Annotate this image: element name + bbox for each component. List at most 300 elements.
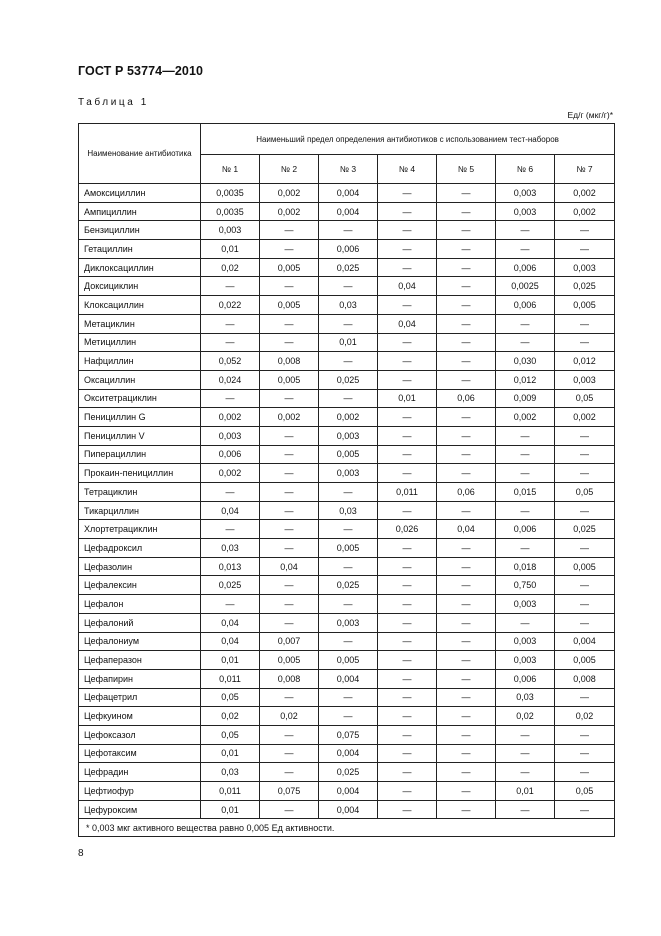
detection-limit-cell: 0,003 xyxy=(496,632,555,651)
detection-limit-cell: 0,02 xyxy=(496,707,555,726)
detection-limit-cell: 0,052 xyxy=(201,352,260,371)
detection-limit-cell: 0,04 xyxy=(260,557,319,576)
detection-limit-cell: 0,003 xyxy=(496,184,555,203)
detection-limit-cell: 0,04 xyxy=(201,501,260,520)
detection-limit-cell: — xyxy=(437,651,496,670)
detection-limit-cell: 0,006 xyxy=(496,520,555,539)
detection-limit-cell: 0,003 xyxy=(496,595,555,614)
detection-limit-cell: — xyxy=(378,464,437,483)
detection-limit-cell: — xyxy=(378,296,437,315)
detection-limit-cell: — xyxy=(378,539,437,558)
detection-limit-cell: — xyxy=(496,613,555,632)
detection-limit-cell: — xyxy=(378,632,437,651)
table-row xyxy=(79,464,615,483)
detection-limit-cell: — xyxy=(260,240,319,259)
detection-limit-cell: — xyxy=(319,557,378,576)
detection-limit-cell: 0,006 xyxy=(496,296,555,315)
table-row xyxy=(79,221,615,240)
detection-limit-cell: 0,003 xyxy=(319,613,378,632)
table-row xyxy=(79,389,615,408)
detection-limit-cell: — xyxy=(319,389,378,408)
detection-limit-cell: 0,02 xyxy=(555,707,615,726)
detection-limit-cell: — xyxy=(437,707,496,726)
antibiotic-name: Пенициллин V xyxy=(79,426,201,445)
table-row xyxy=(79,707,615,726)
detection-limit-cell: — xyxy=(378,240,437,259)
detection-limit-cell: 0,004 xyxy=(319,800,378,819)
detection-limit-cell: — xyxy=(555,688,615,707)
detection-limit-cell: 0,009 xyxy=(496,389,555,408)
detection-limit-cell: — xyxy=(555,725,615,744)
antibiotic-name: Цефазолин xyxy=(79,557,201,576)
detection-limit-cell: — xyxy=(260,576,319,595)
detection-limit-cell: 0,005 xyxy=(555,651,615,670)
table-row xyxy=(79,352,615,371)
detection-limit-cell: 0,003 xyxy=(496,651,555,670)
antibiotic-name: Диклоксациллин xyxy=(79,258,201,277)
column-header-group: Наименьший предел определения антибиотиков с использованием тест-наборов xyxy=(201,124,615,155)
detection-limit-cell: — xyxy=(378,651,437,670)
detection-limit-cell: 0,04 xyxy=(437,520,496,539)
detection-limit-cell: — xyxy=(496,333,555,352)
detection-limit-cell: — xyxy=(555,314,615,333)
detection-limit-cell: 0,04 xyxy=(378,314,437,333)
antibiotic-name: Цефалоний xyxy=(79,613,201,632)
detection-limit-cell: — xyxy=(378,258,437,277)
detection-limit-cell: 0,03 xyxy=(319,296,378,315)
detection-limit-cell: — xyxy=(437,258,496,277)
detection-limit-cell: — xyxy=(496,800,555,819)
detection-limit-cell: 0,002 xyxy=(201,408,260,427)
table-row xyxy=(79,688,615,707)
antibiotic-name: Хлортетрациклин xyxy=(79,520,201,539)
antibiotic-name: Цефуроксим xyxy=(79,800,201,819)
detection-limit-cell: — xyxy=(555,595,615,614)
detection-limit-cell: — xyxy=(437,800,496,819)
antibiotic-name: Цефтиофур xyxy=(79,782,201,801)
detection-limit-cell: 0,002 xyxy=(496,408,555,427)
detection-limit-cell: 0,002 xyxy=(260,408,319,427)
detection-limit-cell: — xyxy=(260,221,319,240)
detection-limit-cell: 0,008 xyxy=(555,669,615,688)
detection-limit-cell: — xyxy=(319,221,378,240)
detection-limit-cell: 0,022 xyxy=(201,296,260,315)
detection-limit-cell: — xyxy=(437,184,496,203)
detection-limit-cell: — xyxy=(496,539,555,558)
detection-limit-cell: — xyxy=(555,445,615,464)
detection-limit-cell: — xyxy=(378,613,437,632)
detection-limit-cell: 0,05 xyxy=(201,688,260,707)
detection-limit-cell: — xyxy=(378,782,437,801)
detection-limit-cell: — xyxy=(555,539,615,558)
detection-limit-cell: — xyxy=(437,725,496,744)
detection-limit-cell: — xyxy=(437,202,496,221)
detection-limit-cell: — xyxy=(319,483,378,502)
detection-limit-cell: 0,004 xyxy=(319,669,378,688)
page-number: 8 xyxy=(78,848,84,859)
antibiotic-name: Пенициллин G xyxy=(79,408,201,427)
detection-limit-cell: 0,006 xyxy=(496,258,555,277)
table-row xyxy=(79,725,615,744)
detection-limit-cell: 0,003 xyxy=(555,370,615,389)
detection-limit-cell: 0,0035 xyxy=(201,202,260,221)
antibiotic-name: Цефоксазол xyxy=(79,725,201,744)
column-header-kit: № 6 xyxy=(496,155,555,184)
antibiotic-name: Пиперациллин xyxy=(79,445,201,464)
detection-limit-cell: — xyxy=(437,240,496,259)
detection-limit-cell: 0,003 xyxy=(319,464,378,483)
detection-limit-cell: 0,004 xyxy=(555,632,615,651)
detection-limit-cell: — xyxy=(378,333,437,352)
detection-limit-cell: 0,025 xyxy=(319,370,378,389)
antibiotic-name: Гетациллин xyxy=(79,240,201,259)
table-row xyxy=(79,370,615,389)
detection-limit-cell: — xyxy=(378,800,437,819)
detection-limit-cell: — xyxy=(378,408,437,427)
table-row xyxy=(79,557,615,576)
detection-limit-cell: 0,01 xyxy=(378,389,437,408)
detection-limit-cell: 0,02 xyxy=(201,707,260,726)
detection-limit-cell: 0,03 xyxy=(201,539,260,558)
detection-limit-cell: — xyxy=(378,221,437,240)
detection-limit-cell: 0,002 xyxy=(555,184,615,203)
antibiotic-name: Метациклин xyxy=(79,314,201,333)
detection-limit-cell: 0,03 xyxy=(319,501,378,520)
antibiotic-name: Цефалексин xyxy=(79,576,201,595)
detection-limit-cell: 0,0035 xyxy=(201,184,260,203)
detection-limit-cell: 0,0025 xyxy=(496,277,555,296)
detection-limit-cell: 0,003 xyxy=(201,426,260,445)
detection-limit-cell: — xyxy=(437,613,496,632)
table-body xyxy=(79,184,615,819)
detection-limit-cell: — xyxy=(437,408,496,427)
detection-limit-cell: — xyxy=(319,595,378,614)
table-row xyxy=(79,800,615,819)
detection-limit-cell: — xyxy=(555,333,615,352)
detection-limit-cell: 0,04 xyxy=(378,277,437,296)
detection-limit-cell: — xyxy=(201,520,260,539)
detection-limit-cell: — xyxy=(437,296,496,315)
detection-limit-cell: — xyxy=(378,501,437,520)
detection-limit-cell: 0,005 xyxy=(555,296,615,315)
table-row xyxy=(79,240,615,259)
detection-limit-cell: 0,003 xyxy=(496,202,555,221)
units-label: Ед/г (мкг/г)* xyxy=(567,110,613,120)
detection-limit-cell: — xyxy=(496,314,555,333)
column-header-kit: № 5 xyxy=(437,155,496,184)
detection-limit-cell: — xyxy=(437,669,496,688)
column-header-kit: № 7 xyxy=(555,155,615,184)
detection-limit-cell: — xyxy=(496,763,555,782)
detection-limit-cell: — xyxy=(319,352,378,371)
detection-limit-cell: — xyxy=(201,483,260,502)
detection-limit-cell: 0,02 xyxy=(260,707,319,726)
detection-limit-cell: — xyxy=(201,277,260,296)
detection-limit-cell: — xyxy=(201,314,260,333)
detection-limit-cell: — xyxy=(555,464,615,483)
table-row xyxy=(79,445,615,464)
antibiotic-name: Метициллин xyxy=(79,333,201,352)
table-row xyxy=(79,184,615,203)
antibiotic-name: Окситетрациклин xyxy=(79,389,201,408)
antibiotic-name: Амоксициллин xyxy=(79,184,201,203)
detection-limit-cell: — xyxy=(496,725,555,744)
detection-limit-cell: 0,005 xyxy=(260,258,319,277)
detection-limit-cell: 0,01 xyxy=(201,651,260,670)
detection-limit-cell: — xyxy=(260,501,319,520)
detection-limit-cell: — xyxy=(319,314,378,333)
detection-limit-cell: — xyxy=(378,725,437,744)
detection-limit-cell: — xyxy=(378,669,437,688)
detection-limit-cell: — xyxy=(437,352,496,371)
detection-limit-cell: 0,06 xyxy=(437,483,496,502)
detection-limit-cell: — xyxy=(378,202,437,221)
detection-limit-cell: — xyxy=(437,501,496,520)
detection-limit-cell: — xyxy=(260,426,319,445)
detection-limit-cell: 0,002 xyxy=(201,464,260,483)
detection-limit-cell: 0,002 xyxy=(555,202,615,221)
detection-limit-cell: 0,002 xyxy=(260,202,319,221)
detection-limit-cell: 0,026 xyxy=(378,520,437,539)
antibiotic-name: Цефаперазон xyxy=(79,651,201,670)
detection-limit-cell: 0,005 xyxy=(260,296,319,315)
detection-limit-cell: — xyxy=(260,445,319,464)
detection-limit-cell: — xyxy=(260,595,319,614)
antibiotic-name: Доксициклин xyxy=(79,277,201,296)
detection-limit-cell: 0,006 xyxy=(496,669,555,688)
detection-limit-cell: — xyxy=(555,221,615,240)
detection-limit-cell: 0,025 xyxy=(555,520,615,539)
detection-limit-cell: 0,05 xyxy=(555,483,615,502)
antibiotic-name: Цефрадин xyxy=(79,763,201,782)
detection-limit-cell: 0,01 xyxy=(319,333,378,352)
document-header: ГОСТ Р 53774—2010 xyxy=(78,64,204,78)
column-header-name: Наименование антибиотика xyxy=(79,124,201,184)
table-row xyxy=(79,576,615,595)
detection-limit-cell: — xyxy=(496,445,555,464)
detection-limit-cell: — xyxy=(437,464,496,483)
detection-limit-cell: — xyxy=(378,352,437,371)
table-row xyxy=(79,408,615,427)
detection-limit-cell: 0,05 xyxy=(201,725,260,744)
detection-limit-cell: 0,04 xyxy=(201,632,260,651)
antibiotic-name: Бензициллин xyxy=(79,221,201,240)
table-row xyxy=(79,314,615,333)
table-row xyxy=(79,632,615,651)
detection-limit-cell: — xyxy=(378,595,437,614)
detection-limit-cell: 0,005 xyxy=(319,651,378,670)
detection-limit-cell: — xyxy=(555,240,615,259)
detection-limit-cell: — xyxy=(260,483,319,502)
table-row xyxy=(79,539,615,558)
detection-limit-cell: 0,01 xyxy=(201,240,260,259)
detection-limit-cell: 0,015 xyxy=(496,483,555,502)
detection-limit-cell: 0,750 xyxy=(496,576,555,595)
detection-limit-cell: — xyxy=(437,744,496,763)
antibiotic-name: Нафциллин xyxy=(79,352,201,371)
detection-limit-cell: 0,002 xyxy=(319,408,378,427)
detection-limit-cell: — xyxy=(260,520,319,539)
antibiotic-name: Ампициллин xyxy=(79,202,201,221)
detection-limit-cell: — xyxy=(378,184,437,203)
detection-limit-cell: 0,024 xyxy=(201,370,260,389)
detection-limit-cell: 0,008 xyxy=(260,669,319,688)
detection-limit-cell: — xyxy=(555,613,615,632)
detection-limit-cell: 0,011 xyxy=(201,669,260,688)
detection-limit-cell: 0,025 xyxy=(319,258,378,277)
antibiotic-name: Цефалон xyxy=(79,595,201,614)
detection-limit-cell: 0,075 xyxy=(319,725,378,744)
detection-limit-cell: 0,025 xyxy=(555,277,615,296)
detection-limit-cell: — xyxy=(496,464,555,483)
table-row xyxy=(79,744,615,763)
column-header-kit: № 4 xyxy=(378,155,437,184)
detection-limit-cell: 0,006 xyxy=(201,445,260,464)
detection-limit-cell: — xyxy=(378,557,437,576)
detection-limit-cell: — xyxy=(260,277,319,296)
detection-limit-cell: — xyxy=(496,744,555,763)
detection-limit-cell: — xyxy=(437,426,496,445)
detection-limit-cell: — xyxy=(555,576,615,595)
detection-limit-cell: — xyxy=(437,557,496,576)
detection-limit-cell: — xyxy=(437,333,496,352)
column-header-kit: № 3 xyxy=(319,155,378,184)
table-row xyxy=(79,296,615,315)
table-row xyxy=(79,651,615,670)
detection-limit-cell: 0,03 xyxy=(201,763,260,782)
detection-limit-cell: — xyxy=(260,725,319,744)
detection-limit-cell: 0,003 xyxy=(201,221,260,240)
antibiotic-name: Цефотаксим xyxy=(79,744,201,763)
detection-limit-cell: — xyxy=(201,595,260,614)
antibiotic-name: Цефадроксил xyxy=(79,539,201,558)
antibiotic-name: Цефкуином xyxy=(79,707,201,726)
antibiotics-table xyxy=(78,123,615,837)
detection-limit-cell: — xyxy=(201,389,260,408)
detection-limit-cell: 0,025 xyxy=(319,576,378,595)
antibiotic-name: Клоксациллин xyxy=(79,296,201,315)
detection-limit-cell: — xyxy=(437,370,496,389)
detection-limit-cell: — xyxy=(378,688,437,707)
detection-limit-cell: — xyxy=(555,800,615,819)
detection-limit-cell: 0,002 xyxy=(260,184,319,203)
table-footnote: * 0,003 мкг активного вещества равно 0,005 Ед активности. xyxy=(79,819,615,837)
detection-limit-cell: — xyxy=(437,763,496,782)
detection-limit-cell: 0,004 xyxy=(319,744,378,763)
detection-limit-cell: — xyxy=(319,707,378,726)
detection-limit-cell: — xyxy=(378,707,437,726)
detection-limit-cell: — xyxy=(378,426,437,445)
column-header-kit: № 2 xyxy=(260,155,319,184)
detection-limit-cell: 0,01 xyxy=(496,782,555,801)
detection-limit-cell: — xyxy=(555,744,615,763)
detection-limit-cell: — xyxy=(378,370,437,389)
table-row xyxy=(79,483,615,502)
table-row xyxy=(79,333,615,352)
detection-limit-cell: 0,03 xyxy=(496,688,555,707)
table-row xyxy=(79,595,615,614)
detection-limit-cell: 0,008 xyxy=(260,352,319,371)
detection-limit-cell: 0,004 xyxy=(319,782,378,801)
table-row xyxy=(79,613,615,632)
detection-limit-cell: — xyxy=(496,240,555,259)
detection-limit-cell: 0,011 xyxy=(201,782,260,801)
detection-limit-cell: — xyxy=(319,520,378,539)
detection-limit-cell: — xyxy=(437,576,496,595)
detection-limit-cell: 0,004 xyxy=(319,202,378,221)
detection-limit-cell: — xyxy=(437,782,496,801)
antibiotic-name: Цефацетрил xyxy=(79,688,201,707)
detection-limit-cell: — xyxy=(378,576,437,595)
detection-limit-cell: 0,05 xyxy=(555,389,615,408)
detection-limit-cell: 0,011 xyxy=(378,483,437,502)
detection-limit-cell: 0,075 xyxy=(260,782,319,801)
table-row xyxy=(79,277,615,296)
detection-limit-cell: — xyxy=(378,763,437,782)
detection-limit-cell: — xyxy=(378,445,437,464)
table-row xyxy=(79,426,615,445)
detection-limit-cell: — xyxy=(260,688,319,707)
detection-limit-cell: 0,025 xyxy=(319,763,378,782)
table-row xyxy=(79,669,615,688)
antibiotic-name: Оксациллин xyxy=(79,370,201,389)
detection-limit-cell: — xyxy=(555,501,615,520)
detection-limit-cell: 0,005 xyxy=(260,370,319,389)
detection-limit-cell: 0,01 xyxy=(201,744,260,763)
detection-limit-cell: 0,012 xyxy=(496,370,555,389)
detection-limit-cell: — xyxy=(319,277,378,296)
table-row xyxy=(79,520,615,539)
antibiotic-name: Тикарциллин xyxy=(79,501,201,520)
detection-limit-cell: 0,003 xyxy=(555,258,615,277)
detection-limit-cell: — xyxy=(260,333,319,352)
detection-limit-cell: — xyxy=(260,800,319,819)
detection-limit-cell: 0,05 xyxy=(555,782,615,801)
antibiotic-name: Цефалониум xyxy=(79,632,201,651)
detection-limit-cell: — xyxy=(260,744,319,763)
detection-limit-cell: — xyxy=(496,426,555,445)
detection-limit-cell: 0,06 xyxy=(437,389,496,408)
detection-limit-cell: 0,007 xyxy=(260,632,319,651)
table-row xyxy=(79,782,615,801)
antibiotic-name: Прокаин-пенициллин xyxy=(79,464,201,483)
detection-limit-cell: 0,005 xyxy=(319,445,378,464)
detection-limit-cell: 0,005 xyxy=(555,557,615,576)
detection-limit-cell: 0,018 xyxy=(496,557,555,576)
detection-limit-cell: 0,02 xyxy=(201,258,260,277)
antibiotic-name: Тетрациклин xyxy=(79,483,201,502)
detection-limit-cell: 0,004 xyxy=(319,184,378,203)
detection-limit-cell: — xyxy=(260,314,319,333)
table-row xyxy=(79,202,615,221)
detection-limit-cell: 0,005 xyxy=(260,651,319,670)
detection-limit-cell: 0,030 xyxy=(496,352,555,371)
detection-limit-cell: — xyxy=(437,445,496,464)
detection-limit-cell: 0,04 xyxy=(201,613,260,632)
detection-limit-cell: 0,005 xyxy=(319,539,378,558)
table-caption: Таблица 1 xyxy=(78,97,149,108)
detection-limit-cell: 0,025 xyxy=(201,576,260,595)
detection-limit-cell: — xyxy=(260,389,319,408)
detection-limit-cell: — xyxy=(437,277,496,296)
table-row xyxy=(79,501,615,520)
detection-limit-cell: 0,002 xyxy=(555,408,615,427)
detection-limit-cell: — xyxy=(260,539,319,558)
detection-limit-cell: — xyxy=(555,426,615,445)
detection-limit-cell: — xyxy=(201,333,260,352)
table-row xyxy=(79,258,615,277)
column-header-kit: № 1 xyxy=(201,155,260,184)
